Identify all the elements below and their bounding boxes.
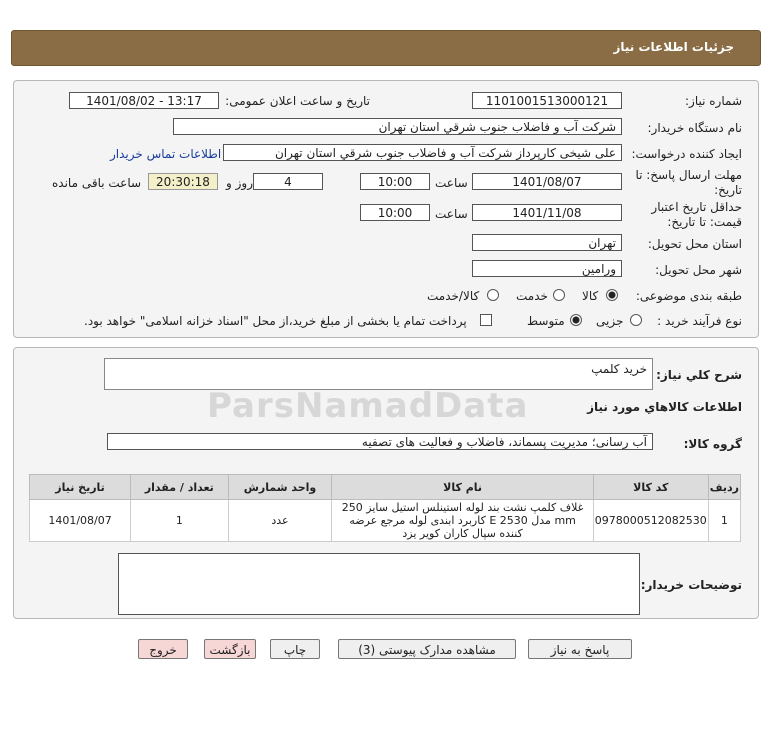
reply-button[interactable]: پاسخ به نیاز <box>528 639 632 659</box>
table-row <box>30 500 741 542</box>
buyer-org-label: نام دستگاه خریدار: <box>647 121 742 135</box>
deadline-time-label: ساعت <box>435 176 468 190</box>
treasury-payment-note: پرداخت تمام یا بخشی از مبلغ خرید،از محل "اسناد خزانه اسلامی" خواهد بود. <box>84 314 467 328</box>
category-option-both: کالا/خدمت <box>427 289 480 303</box>
validity-label-2: قیمت: تا تاریخ: <box>667 215 742 229</box>
need-number-field: 1101001513000121 <box>472 92 622 109</box>
need-summary-label: شرح کلي نياز: <box>656 368 742 382</box>
remaining-time-label: ساعت باقی مانده <box>52 176 142 190</box>
items-table <box>29 474 741 542</box>
city-label: شهر محل تحویل: <box>655 263 742 277</box>
validity-label: حداقل تاریخ اعتبار <box>651 200 742 214</box>
process-type-label: نوع فرآیند خرید : <box>657 314 742 328</box>
buyer-org-field: شرکت آب و فاضلاب جنوب شرقي استان تهران <box>173 118 622 135</box>
days-label: روز و <box>226 176 253 190</box>
print-button[interactable]: چاپ <box>270 639 320 659</box>
watermark-brand: ParsNamadData <box>207 386 529 426</box>
requester-label: ایجاد کننده درخواست: <box>631 147 742 161</box>
requester-field: علی شیخی کارپرداز شرکت آب و فاضلاب جنوب شرقي استان تهران <box>223 144 622 161</box>
process-option-minor: جزیی <box>596 314 624 328</box>
process-radio-minor[interactable] <box>630 314 642 326</box>
validity-time-field: 10:00 <box>360 204 430 221</box>
announce-date-label: تاریخ و ساعت اعلان عمومی: <box>225 94 370 108</box>
attachments-button[interactable]: مشاهده مدارک پیوستی (3) <box>338 639 516 659</box>
validity-date-field: 1401/11/08 <box>472 204 622 221</box>
category-radio-service[interactable] <box>553 289 565 301</box>
page-header <box>11 30 761 66</box>
treasury-payment-checkbox[interactable] <box>480 314 492 326</box>
deadline-date-field: 1401/08/07 <box>472 173 622 190</box>
buyer-contact-link[interactable]: اطلاعات تماس خریدار <box>110 147 222 161</box>
need-number-label: شماره نیاز: <box>685 94 742 108</box>
category-label: طبقه بندی موضوعی: <box>635 289 742 303</box>
buyer-notes-field <box>118 553 640 615</box>
cell-unit: عدد <box>228 500 332 542</box>
days-remaining-field: 4 <box>253 173 323 190</box>
buyer-notes-label: توضیحات خریدار: <box>640 578 742 592</box>
col-name: نام کالا <box>332 475 593 500</box>
goods-group-label: گروه کالا: <box>683 437 742 451</box>
cell-row: 1 <box>708 500 740 542</box>
col-row: ردیف <box>708 475 740 500</box>
col-code: کد کالا <box>593 475 708 500</box>
category-radio-both[interactable] <box>487 289 499 301</box>
process-radio-medium[interactable] <box>570 314 582 326</box>
page-title: جزئیات اطلاعات نیاز <box>613 40 734 54</box>
col-unit: واحد شمارش <box>228 475 332 500</box>
city-field: ورامین <box>472 260 622 277</box>
announce-date-field: 1401/08/02 - 13:17 <box>69 92 219 109</box>
deadline-time-field: 10:00 <box>360 173 430 190</box>
category-radio-goods[interactable] <box>606 289 618 301</box>
validity-time-label: ساعت <box>435 207 468 221</box>
province-label: استان محل تحویل: <box>647 237 742 251</box>
deadline-label: مهلت ارسال پاسخ: تا <box>635 168 742 182</box>
need-summary-field: خرید کلمپ <box>104 358 653 390</box>
category-option-service: خدمت <box>516 289 548 303</box>
goods-group-field: آب رسانی؛ مدیریت پسماند، فاضلاب و فعالیت های تصفیه <box>107 433 653 450</box>
cell-qty: 1 <box>131 500 228 542</box>
cell-date: 1401/08/07 <box>30 500 131 542</box>
col-qty: تعداد / مقدار <box>131 475 228 500</box>
remaining-time-field: 20:30:18 <box>148 173 218 190</box>
items-info-title: اطلاعات کالاهاي مورد نياز <box>587 400 742 414</box>
category-option-goods: کالا <box>582 289 599 303</box>
process-option-medium: متوسط <box>527 314 565 328</box>
items-table-header <box>30 475 741 500</box>
cell-name: غلاف کلمپ نشت بند لوله استینلس استیل سایز 250 mm مدل E 2530 کاربرد ابندی لوله مرجع عرضه کننده سپال کاران کویر یزد <box>332 500 593 542</box>
cell-code: 0978000512082530 <box>593 500 708 542</box>
province-field: تهران <box>472 234 622 251</box>
deadline-label-2: تاریخ: <box>714 183 742 197</box>
col-date: تاریخ نیاز <box>30 475 131 500</box>
exit-button[interactable]: خروج <box>138 639 188 659</box>
back-button[interactable]: بازگشت <box>204 639 256 659</box>
